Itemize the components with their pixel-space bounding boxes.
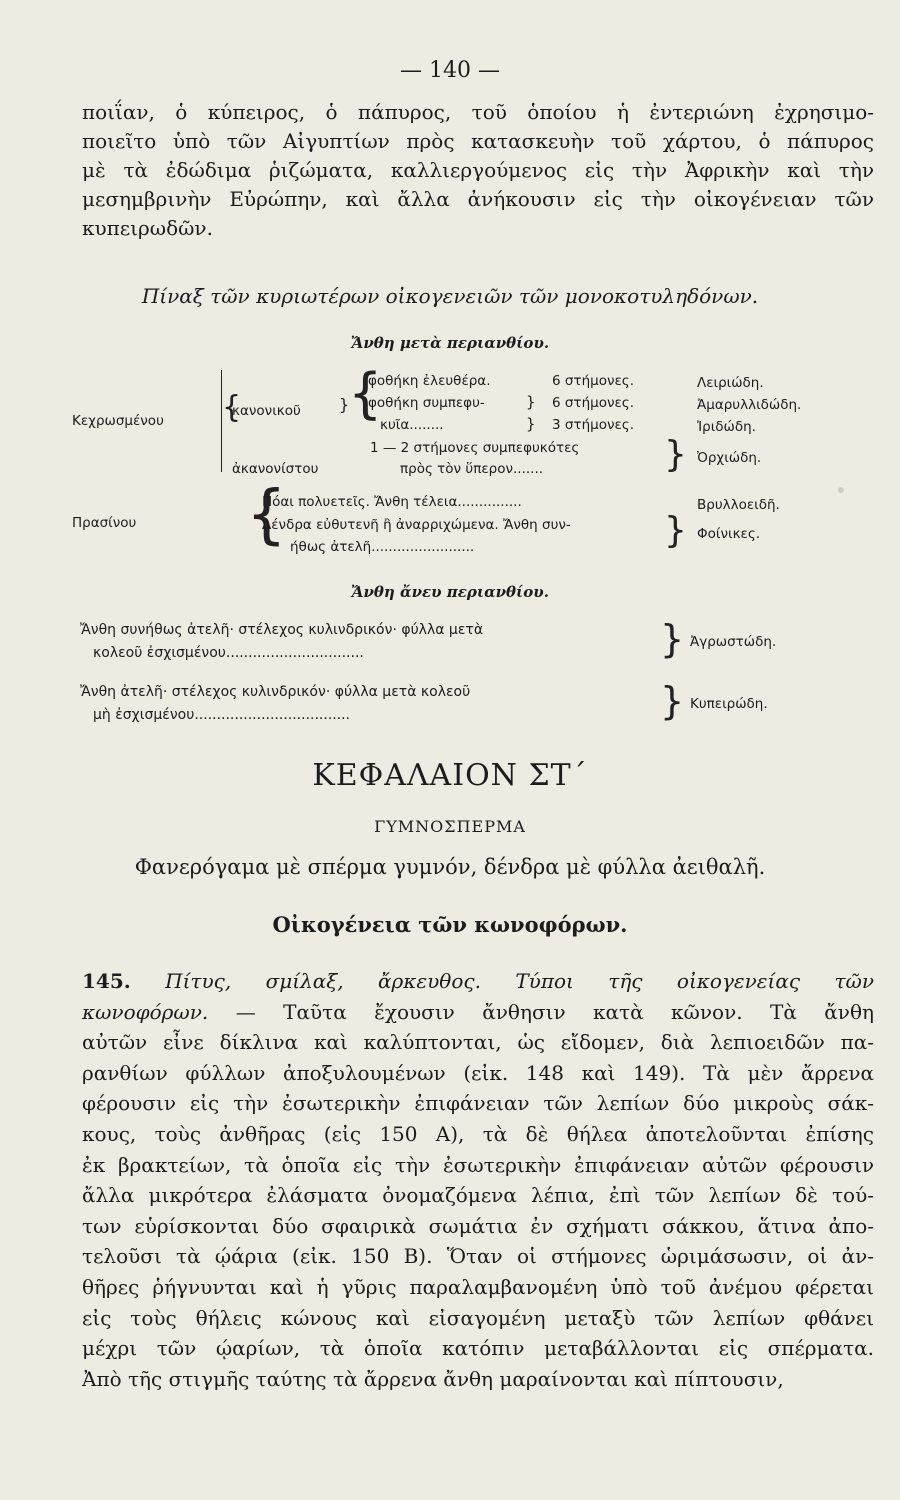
text-line: θῆρες ῥήγνυνται καὶ ἡ γῦρις παραλαμβανομένη ὑπὸ τοῦ ἀνέμου φέρεται	[82, 1274, 874, 1299]
chapter-subtitle: ΓΥΜΝΟΣΠΕΡΜΑ	[374, 817, 526, 836]
brace-symbol: {	[246, 478, 287, 552]
text-line: μέχρι τῶν ῴαρίων, τὰ ὁποῖα κατόπιν μεταβάλλονται εἰς σπέρματα.	[82, 1336, 874, 1361]
table-family: Ἰριδώδη.	[697, 419, 756, 435]
table-desc: Δένδρα εὐθυτενῆ ἢ ἀναρριχώμενα. Ἄνθη συν-	[262, 517, 571, 533]
text-line: Ἀπὸ τῆς στιγμῆς ταύτης τὰ ἄρρενα ἄνθη μαραίνονται καὶ πίπτουσιν,	[82, 1366, 784, 1391]
table-desc: Πόαι πολυετεῖς. Ἄνθη τέλεια...............	[262, 494, 522, 510]
text-line	[82, 966, 874, 997]
table-family: Ἀγρωστώδη.	[690, 634, 777, 650]
text-line: φέρουσιν εἰς τὴν ἐσωτερικὴν ἐπιφάνειαν τῶν λεπίων δύο μικροὺς σάκ-	[82, 1091, 874, 1116]
text-span: Πίτυς, σμίλαξ, ἄρκευθος. Τύποι τῆς οἰκογενείας τῶν	[165, 969, 875, 993]
text-line: κυπειρωδῶν.	[82, 216, 213, 240]
text-line: μεσημβρινὴν Εὐρώπην, καὶ ἄλλα ἀνήκουσιν εἰς τὴν οἰκογένειαν τῶν	[82, 187, 874, 211]
text-line: αὐτῶν εἶνε δίκλινα καὶ καλύπτονται, ὡς εἴδομεν, διὰ λεπιοειδῶν πα-	[82, 1030, 874, 1055]
table-desc: Ἄνθη συνήθως ἀτελῆ· στέλεχος κυλινδρικόν· φύλλα μετὰ	[80, 622, 484, 638]
table-desc: 1 — 2 στήμονες συμπεφυκότες	[370, 440, 580, 456]
brace-symbol: {	[222, 390, 242, 425]
table-stamens: 6 στήμονες.	[552, 395, 635, 411]
intro-paragraph	[82, 98, 874, 243]
table-desc: ήθως ἀτελῆ........................	[290, 539, 475, 555]
text-span: κωνοφόρων.	[82, 999, 209, 1024]
brace-symbol: }	[660, 617, 685, 661]
brace-symbol: }	[664, 510, 687, 551]
text-line: ρανθίων φύλλων ἀποξυλουμένων (εἰκ. 148 καὶ 149). Τὰ μὲν ἄρρενα	[82, 1060, 874, 1085]
table-label-coloured: Κεχρωσμένου	[72, 413, 164, 429]
brace-symbol: }	[664, 434, 687, 475]
table-family: Ὀρχιώδη.	[697, 450, 762, 466]
table-family: Φοίνικες.	[697, 526, 761, 542]
text-line: ἄλλα μικρότερα ἐλάσματα ὀνομαζόμενα λέπια, ἐπὶ τῶν λεπίων δὲ τού-	[82, 1183, 874, 1208]
table-desc: κυῖα........	[380, 417, 444, 433]
brace-symbol: }	[660, 679, 685, 723]
text-line	[82, 997, 874, 1028]
chapter-definition: Φανερόγαμα μὲ σπέρμα γυμνόν, δένδρα μὲ φύλλα ἀειθαλῆ.	[134, 855, 766, 879]
text-line: των εὑρίσκονται δύο σφαιρικὰ σωμάτια ἐν σχήματι σάκκου, ἅτινα ἀπο-	[82, 1213, 874, 1238]
table-desc: φοθήκη συμπεφυ-	[368, 395, 485, 411]
table-desc: κολεοῦ ἐσχισμένου...............................	[93, 645, 364, 661]
table-desc: πρὸς τὸν ὕπερον.......	[400, 461, 544, 477]
text-line: κους, τοὺς ἀνθῆρας (εἰς 150 Α), τὰ δὲ θήλεα ἀποτελοῦνται ἐπίσης	[82, 1121, 874, 1146]
family-heading: Οἰκογένεια τῶν κωνοφόρων.	[272, 912, 628, 937]
text-line: τελοῦσι τὰ ῴάρια (εἰκ. 150 Β). Ὅταν οἱ στήμονες ὡριμάσωσιν, οἱ ἀν-	[82, 1244, 874, 1269]
ink-smudge	[838, 487, 844, 493]
main-paragraph	[82, 966, 874, 1394]
text-line: μὲ τὰ ἐδώδιμα ῥιζώματα, καλλιεργούμενος εἰς τὴν Ἀφρικὴν καὶ τὴν	[82, 158, 874, 182]
text-span: — Ταῦτα ἔχουσιν ἄνθησιν κατὰ κῶνον. Τὰ ἄνθη	[235, 999, 874, 1024]
chapter-title: ΚΕΦΑΛΑΙΟΝ ΣΤ΄	[312, 758, 588, 793]
text-line: εἰς τοὺς θήλεις κώνους καὶ εἰσαγομένη μεταξὺ τῶν λεπίων φθάνει	[82, 1305, 874, 1330]
brace-symbol: }	[339, 395, 350, 414]
text-line: ποιεῖτο ὑπὸ τῶν Αἰγυπτίων πρὸς κατασκευὴν τοῦ χάρτου, ὁ πάπυρος	[82, 129, 874, 153]
section-number: 145.	[82, 969, 131, 993]
table-caption: Πίναξ τῶν κυριωτέρων οἰκογενειῶν τῶν μονοκοτυληδόνων.	[141, 284, 759, 308]
brace-symbol: {	[348, 362, 383, 425]
table-label-irregular: ἀκανονίστου	[232, 461, 319, 477]
section-heading-no-perianth: Ἄνθη ἄνευ περιανθίου.	[351, 583, 549, 601]
text-line: ἐκ βρακτείων, τὰ ὁποῖα εἰς τὴν ἐσωτερικὴν ἐπιφάνειαν αὐτῶν φέρουσιν	[82, 1152, 874, 1177]
table-family: Κυπειρώδη.	[690, 696, 768, 712]
table-stamens: 6 στήμονες.	[552, 373, 635, 389]
brace-symbol: }	[526, 415, 536, 433]
table-stamens: 3 στήμονες.	[552, 417, 635, 433]
table-desc: μὴ ἐσχισμένου...................................	[93, 707, 351, 723]
text-line: ποιΐαν, ὁ κύπειρος, ὁ πάπυρος, τοῦ ὁποίου ἡ ἐντεριώνη ἐχρησιμο-	[82, 100, 874, 124]
table-family: Βρυλλοειδῆ.	[697, 497, 780, 513]
table-label-regular: κανονικοῦ	[232, 403, 301, 419]
table-family: Λειριώδη.	[697, 375, 764, 391]
table-label-green: Πρασίνου	[72, 515, 137, 531]
table-desc: φοθήκη ἐλευθέρα.	[368, 373, 491, 389]
brace-symbol: }	[526, 393, 536, 411]
page-number: — 140 —	[400, 58, 500, 83]
table-desc: Ἄνθη ἀτελῆ· στέλεχος κυλινδρικόν· φύλλα μετὰ κολεοῦ	[80, 684, 471, 700]
section-heading-perianth: Ἄνθη μετὰ περιανθίου.	[350, 334, 550, 352]
table-family: Ἀμαρυλλιδώδη.	[697, 397, 802, 413]
